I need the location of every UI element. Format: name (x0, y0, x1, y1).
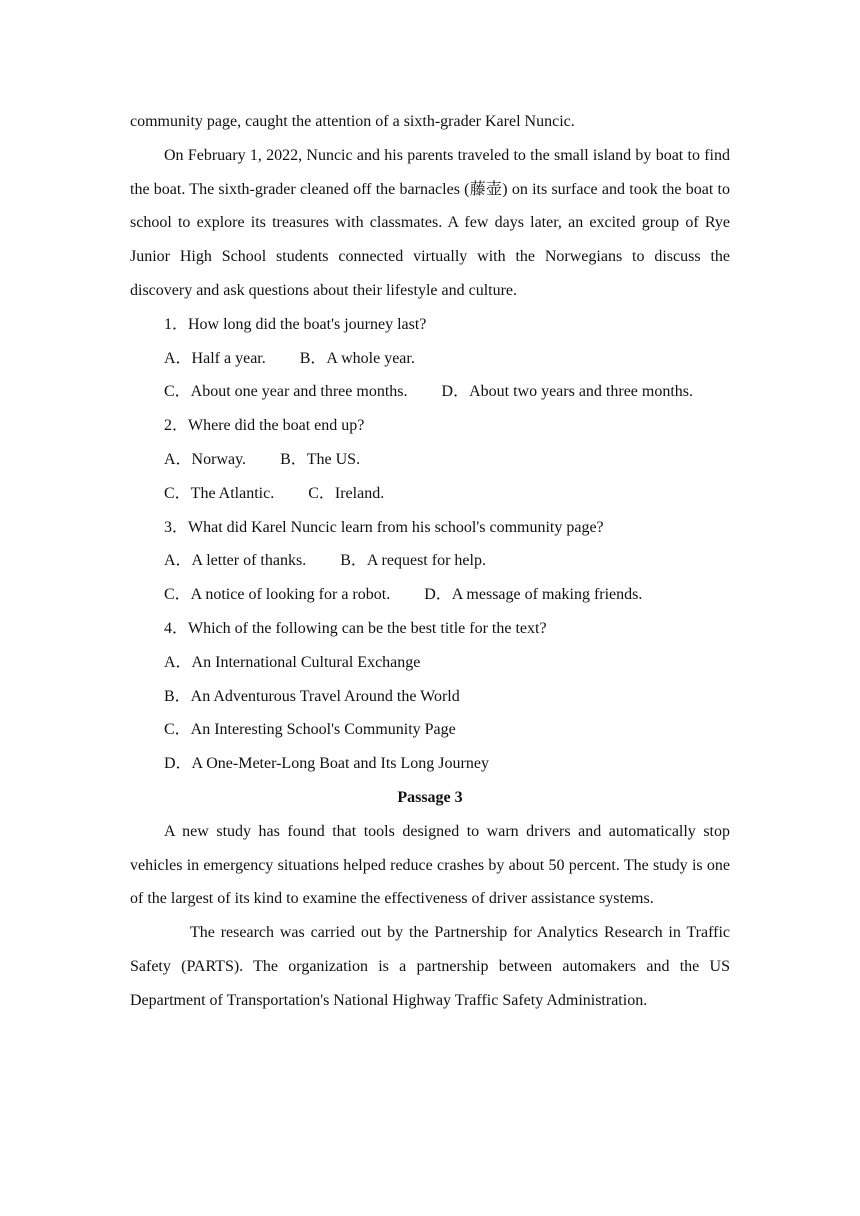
passage3-paragraph-1: A new study has found that tools designed to warn drivers and automatically stop vehicles in emergency situations helped reduce crashes by about 50 percent. The study is one of the largest of its kind to examine the effectiveness of driver assistance systems. (130, 822, 730, 908)
option-3b: B．A request for help. (340, 552, 486, 570)
question-1-options-row-2 (130, 375, 730, 409)
passage3-title: Passage 3 (397, 788, 463, 806)
question-4: 4．Which of the following can be the best title for the text? (164, 619, 547, 637)
question-3: 3．What did Karel Nuncic learn from his school's community page? (164, 518, 604, 536)
option-3d: D．A message of making friends. (424, 586, 643, 604)
option-2c: C．The Atlantic. (164, 484, 275, 502)
option-1d: D．About two years and three months. (441, 383, 694, 401)
option-1b: B．A whole year. (299, 349, 415, 367)
option-4d: D．A One-Meter-Long Boat and Its Long Journey (164, 755, 489, 773)
option-3a: A．A letter of thanks. (164, 552, 307, 570)
question-2-options-row-1 (130, 443, 730, 477)
question-2-options-row-2 (130, 477, 730, 511)
option-4a: A．An International Cultural Exchange (164, 653, 421, 671)
option-3c: C．A notice of looking for a robot. (164, 586, 391, 604)
option-2a: A．Norway. (164, 450, 247, 468)
option-2d: C．Ireland. (308, 484, 385, 502)
passage2-paragraph-end: community page, caught the attention of a sixth-grader Karel Nuncic. (130, 113, 575, 130)
option-1a: A．Half a year. (164, 349, 266, 367)
option-4c: C．An Interesting School's Community Page (164, 721, 456, 739)
document-page (130, 105, 730, 1018)
option-4b: B．An Adventurous Travel Around the World (164, 687, 460, 705)
question-1: 1．How long did the boat's journey last? (164, 315, 427, 333)
question-3-options-row-2 (130, 578, 730, 612)
question-3-options-row-1 (130, 544, 730, 578)
option-1c: C．About one year and three months. (164, 383, 408, 401)
passage3-paragraph-2: The research was carried out by the Partnership for Analytics Research in Traffic Safety (PARTS). The organization is a partnership between automakers and the US Department of Transportation's National Highway Traffic Safety Administration. (130, 924, 730, 1009)
question-2: 2．Where did the boat end up? (164, 417, 365, 435)
option-2b: B．The US. (280, 450, 361, 468)
passage2-paragraph: On February 1, 2022, Nuncic and his parents traveled to the small island by boat to find the boat. The sixth-grader cleaned off the barnacles (藤壶) on its surface and took the boat to school to explore its treasures with classmates. A few days later, an excited group of Rye Junior High School students connected virtually with the Norwegians to discuss the discovery and ask questions about their lifestyle and culture. (130, 146, 730, 299)
question-1-options-row-1 (130, 342, 730, 376)
